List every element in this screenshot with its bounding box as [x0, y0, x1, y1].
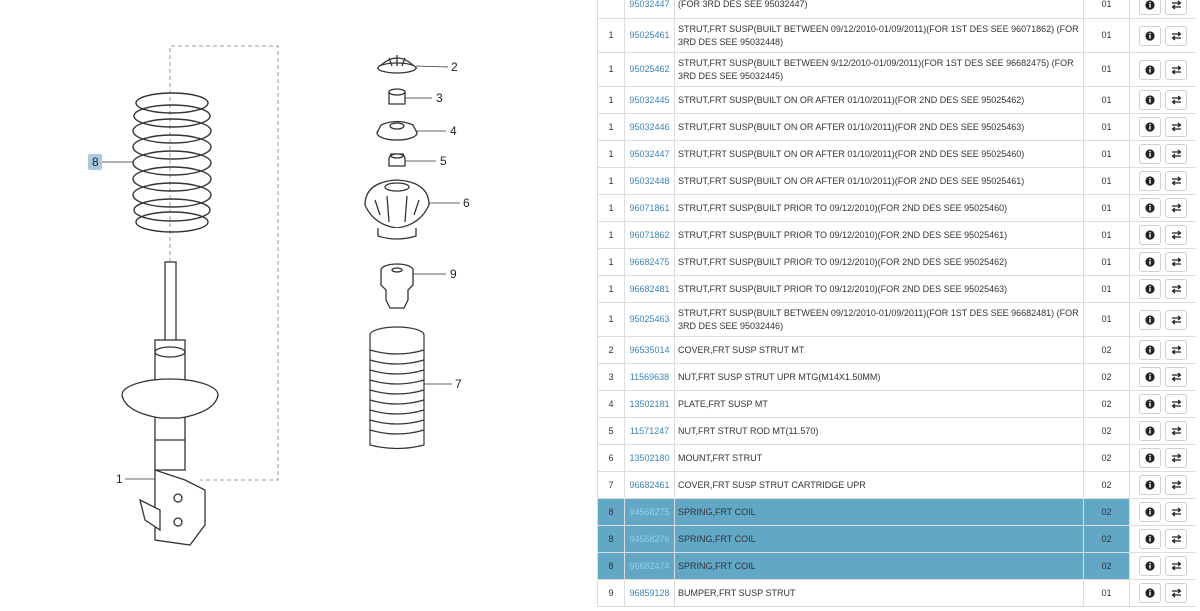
- info-icon: [1140, 257, 1160, 267]
- swap-arrows-icon: [1166, 372, 1186, 382]
- row-actions: [1130, 0, 1197, 19]
- info-icon: [1140, 230, 1160, 240]
- quantity: 01: [1084, 249, 1130, 276]
- part-description: SPRING,FRT COIL: [675, 553, 1084, 580]
- quantity: 01: [1084, 276, 1130, 303]
- swap-arrows-icon: [1166, 480, 1186, 490]
- part-row[interactable]: [598, 364, 1197, 391]
- info-icon: [1140, 284, 1160, 294]
- info-icon: [1140, 561, 1160, 571]
- part-description: STRUT,FRT SUSP(BUILT ON OR AFTER 01/10/2011)(FOR 2ND DES SEE 95025462): [675, 87, 1084, 114]
- swap-button[interactable]: [1165, 475, 1187, 495]
- part-description: STRUT,FRT SUSP(BUILT PRIOR TO 09/12/2010)(FOR 2ND DES SEE 95025463): [675, 276, 1084, 303]
- quantity: 01: [1084, 141, 1130, 168]
- part-number-cell: [625, 364, 675, 391]
- part-description: PLATE,FRT SUSP MT: [675, 391, 1084, 418]
- quantity: 02: [1084, 553, 1130, 580]
- part-row[interactable]: [598, 499, 1197, 526]
- part-number-cell: [625, 418, 675, 445]
- part-row[interactable]: [598, 19, 1197, 53]
- part-row[interactable]: [598, 553, 1197, 580]
- part-number-link[interactable]: 13502181: [629, 398, 670, 409]
- quantity: 01: [1084, 222, 1130, 249]
- row-actions: [1130, 499, 1197, 526]
- info-icon: [1140, 399, 1160, 409]
- info-icon: [1140, 176, 1160, 186]
- part-row[interactable]: [598, 526, 1197, 553]
- info-icon: [1140, 95, 1160, 105]
- row-actions: [1130, 276, 1197, 303]
- rod-nut-drawing: [389, 154, 405, 166]
- ref-number: 1: [598, 276, 625, 303]
- callout-9: 9: [450, 267, 457, 281]
- callout-4: 4: [450, 124, 457, 138]
- part-number-link[interactable]: 94568275: [629, 506, 670, 517]
- ref-number: 3: [598, 364, 625, 391]
- swap-arrows-icon: [1166, 257, 1186, 267]
- info-button[interactable]: [1139, 448, 1161, 468]
- callout-8: 8: [92, 155, 99, 169]
- swap-arrows-icon: [1166, 507, 1186, 517]
- swap-button[interactable]: [1165, 583, 1187, 603]
- quantity: 02: [1084, 526, 1130, 553]
- part-description: COVER,FRT SUSP STRUT CARTRIDGE UPR: [675, 472, 1084, 499]
- swap-arrows-icon: [1166, 399, 1186, 409]
- info-button[interactable]: [1139, 421, 1161, 441]
- ref-number: 4: [598, 391, 625, 418]
- part-number-cell: [625, 276, 675, 303]
- info-button[interactable]: [1139, 475, 1161, 495]
- part-number-link[interactable]: 94568276: [629, 533, 670, 544]
- swap-arrows-icon: [1166, 345, 1186, 355]
- part-description: SPRING,FRT COIL: [675, 499, 1084, 526]
- part-description: NUT,FRT STRUT ROD MT(11.570): [675, 418, 1084, 445]
- ref-number: 1: [598, 114, 625, 141]
- part-row[interactable]: [598, 168, 1197, 195]
- part-number-link[interactable]: 96682481: [629, 283, 670, 294]
- info-button[interactable]: [1139, 367, 1161, 387]
- bumper-drawing: [381, 264, 413, 308]
- row-actions: [1130, 249, 1197, 276]
- info-button[interactable]: [1139, 279, 1161, 299]
- part-number-cell: [625, 526, 675, 553]
- swap-arrows-icon: [1166, 561, 1186, 571]
- part-description: STRUT,FRT SUSP(BUILT PRIOR TO 09/12/2010)(FOR 2ND DES SEE 95025462): [675, 249, 1084, 276]
- part-number-cell: [625, 0, 675, 19]
- ref-number: 1: [598, 53, 625, 87]
- coil-spring-drawing: [133, 93, 211, 232]
- part-number-link[interactable]: 13502180: [629, 452, 670, 463]
- quantity: 01: [1084, 303, 1130, 337]
- part-number-link[interactable]: 96682475: [629, 256, 670, 267]
- swap-arrows-icon: [1166, 534, 1186, 544]
- swap-button[interactable]: [1165, 340, 1187, 360]
- part-number-link[interactable]: 11569638: [629, 371, 670, 382]
- swap-button[interactable]: [1165, 367, 1187, 387]
- part-description: MOUNT,FRT STRUT: [675, 445, 1084, 472]
- swap-button[interactable]: [1165, 90, 1187, 110]
- callout-3: 3: [436, 91, 443, 105]
- swap-button[interactable]: [1165, 60, 1187, 80]
- parts-table: [597, 0, 1196, 607]
- swap-arrows-icon: [1166, 426, 1186, 436]
- part-number-cell: [625, 195, 675, 222]
- quantity: 02: [1084, 418, 1130, 445]
- info-button[interactable]: [1139, 0, 1161, 15]
- exploded-parts-diagram: [0, 0, 560, 611]
- part-description: STRUT,FRT SUSP(BUILT PRIOR TO 09/12/2010)(FOR 2ND DES SEE 95025460): [675, 195, 1084, 222]
- swap-button[interactable]: [1165, 225, 1187, 245]
- info-button[interactable]: [1139, 26, 1161, 46]
- info-button[interactable]: [1139, 340, 1161, 360]
- ref-number: 1: [598, 168, 625, 195]
- part-number-cell: [625, 472, 675, 499]
- row-actions: [1130, 303, 1197, 337]
- callout-1: 1: [116, 472, 123, 486]
- part-number-cell: [625, 553, 675, 580]
- row-actions: [1130, 472, 1197, 499]
- part-row[interactable]: [598, 418, 1197, 445]
- part-row[interactable]: [598, 276, 1197, 303]
- swap-button[interactable]: [1165, 0, 1187, 15]
- part-number-cell: [625, 303, 675, 337]
- quantity: 02: [1084, 364, 1130, 391]
- info-button[interactable]: [1139, 90, 1161, 110]
- info-button[interactable]: [1139, 117, 1161, 137]
- part-row[interactable]: [598, 472, 1197, 499]
- part-row[interactable]: [598, 141, 1197, 168]
- swap-button[interactable]: [1165, 144, 1187, 164]
- info-icon: [1140, 588, 1160, 598]
- swap-arrows-icon: [1166, 453, 1186, 463]
- swap-arrows-icon: [1166, 149, 1186, 159]
- row-actions: [1130, 580, 1197, 607]
- swap-arrows-icon: [1166, 588, 1186, 598]
- info-button[interactable]: [1139, 529, 1161, 549]
- part-number-link[interactable]: 96071861: [629, 202, 670, 213]
- info-icon: [1140, 65, 1160, 75]
- swap-button[interactable]: [1165, 198, 1187, 218]
- part-description: BUMPER,FRT SUSP STRUT: [675, 580, 1084, 607]
- ref-number: 2: [598, 337, 625, 364]
- part-number-link[interactable]: 96071862: [629, 229, 670, 240]
- part-number-link[interactable]: 95025461: [629, 30, 670, 40]
- part-number-cell: [625, 114, 675, 141]
- part-description: (FOR 3RD DES SEE 95032447): [675, 0, 1084, 19]
- info-button[interactable]: [1139, 198, 1161, 218]
- part-number-link[interactable]: 96682461: [629, 479, 670, 490]
- part-number-cell: [625, 580, 675, 607]
- swap-button[interactable]: [1165, 502, 1187, 522]
- row-actions: [1130, 87, 1197, 114]
- strut-drawing: [122, 262, 218, 545]
- part-description: STRUT,FRT SUSP(BUILT ON OR AFTER 01/10/2011)(FOR 2ND DES SEE 95025460): [675, 141, 1084, 168]
- quantity: 01: [1084, 195, 1130, 222]
- ref-number: 1: [598, 249, 625, 276]
- quantity: 02: [1084, 337, 1130, 364]
- part-number-cell: [625, 445, 675, 472]
- swap-arrows-icon: [1166, 230, 1186, 240]
- part-number-cell: [625, 499, 675, 526]
- row-actions: [1130, 222, 1197, 249]
- part-number-link[interactable]: 95025463: [629, 314, 670, 324]
- row-actions: [1130, 195, 1197, 222]
- callout-7: 7: [455, 377, 462, 391]
- info-icon: [1140, 31, 1160, 41]
- part-row[interactable]: [598, 445, 1197, 472]
- info-icon: [1140, 426, 1160, 436]
- part-number-cell: [625, 168, 675, 195]
- upper-nut-drawing: [389, 89, 405, 104]
- ref-number: 5: [598, 418, 625, 445]
- part-description: STRUT,FRT SUSP(BUILT PRIOR TO 09/12/2010)(FOR 2ND DES SEE 95025461): [675, 222, 1084, 249]
- part-row[interactable]: [598, 580, 1197, 607]
- info-icon: [1140, 534, 1160, 544]
- quantity: 02: [1084, 445, 1130, 472]
- part-number-cell: [625, 87, 675, 114]
- part-number-link[interactable]: 95025462: [629, 64, 670, 74]
- part-number-link[interactable]: 95032448: [629, 175, 670, 186]
- ref-number: 1: [598, 195, 625, 222]
- info-icon: [1140, 122, 1160, 132]
- info-button[interactable]: [1139, 144, 1161, 164]
- quantity: 01: [1084, 87, 1130, 114]
- swap-button[interactable]: [1165, 310, 1187, 330]
- part-row[interactable]: [598, 222, 1197, 249]
- part-number-link[interactable]: 95032447: [629, 0, 670, 9]
- part-number-link[interactable]: 96682474: [629, 560, 670, 571]
- info-icon: [1140, 345, 1160, 355]
- info-button[interactable]: [1139, 60, 1161, 80]
- info-button[interactable]: [1139, 225, 1161, 245]
- part-row[interactable]: [598, 303, 1197, 337]
- row-actions: [1130, 418, 1197, 445]
- info-button[interactable]: [1139, 583, 1161, 603]
- part-number-link[interactable]: 11571247: [629, 425, 670, 436]
- row-actions: [1130, 364, 1197, 391]
- info-icon: [1140, 0, 1160, 10]
- swap-arrows-icon: [1166, 315, 1186, 325]
- ref-number: 1: [598, 141, 625, 168]
- row-actions: [1130, 168, 1197, 195]
- swap-arrows-icon: [1166, 203, 1186, 213]
- swap-arrows-icon: [1166, 95, 1186, 105]
- swap-button[interactable]: [1165, 556, 1187, 576]
- swap-button[interactable]: [1165, 529, 1187, 549]
- part-number-cell: [625, 391, 675, 418]
- part-description: STRUT,FRT SUSP(BUILT BETWEEN 09/12/2010-01/09/2011)(FOR 1ST DES SEE 96071862) (FOR 3RD DES SEE 95032448): [675, 19, 1084, 53]
- part-description: STRUT,FRT SUSP(BUILT ON OR AFTER 01/10/2011)(FOR 2ND DES SEE 95025463): [675, 114, 1084, 141]
- strut-mount-drawing: [365, 180, 429, 239]
- strut-mount-cover-drawing: [378, 55, 416, 73]
- info-button[interactable]: [1139, 556, 1161, 576]
- swap-arrows-icon: [1166, 122, 1186, 132]
- part-number-cell: [625, 19, 675, 53]
- dust-boot-drawing: [370, 327, 424, 449]
- swap-button[interactable]: [1165, 171, 1187, 191]
- info-button[interactable]: [1139, 394, 1161, 414]
- row-actions: [1130, 114, 1197, 141]
- swap-arrows-icon: [1166, 0, 1186, 10]
- info-icon: [1140, 480, 1160, 490]
- row-actions: [1130, 391, 1197, 418]
- info-icon: [1140, 507, 1160, 517]
- part-row[interactable]: [598, 391, 1197, 418]
- info-button[interactable]: [1139, 502, 1161, 522]
- info-icon: [1140, 149, 1160, 159]
- swap-button[interactable]: [1165, 117, 1187, 137]
- part-number-cell: [625, 141, 675, 168]
- swap-button[interactable]: [1165, 394, 1187, 414]
- quantity: 01: [1084, 0, 1130, 19]
- part-row[interactable]: [598, 195, 1197, 222]
- quantity: 01: [1084, 114, 1130, 141]
- ref-number: 1: [598, 303, 625, 337]
- part-number-link[interactable]: 95032447: [629, 148, 670, 159]
- quantity: 02: [1084, 499, 1130, 526]
- part-number-link[interactable]: 95032446: [629, 121, 670, 132]
- quantity: 01: [1084, 19, 1130, 53]
- part-row[interactable]: [598, 87, 1197, 114]
- part-description: NUT,FRT SUSP STRUT UPR MTG(M14X1.50MM): [675, 364, 1084, 391]
- swap-button[interactable]: [1165, 252, 1187, 272]
- part-number-cell: [625, 53, 675, 87]
- swap-button[interactable]: [1165, 448, 1187, 468]
- part-row[interactable]: [598, 0, 1197, 19]
- part-number-cell: [625, 249, 675, 276]
- quantity: 01: [1084, 53, 1130, 87]
- part-number-link[interactable]: 95032445: [629, 94, 670, 105]
- mount-plate-drawing: [377, 122, 417, 141]
- quantity: 01: [1084, 580, 1130, 607]
- ref-number: 1: [598, 222, 625, 249]
- part-description: STRUT,FRT SUSP(BUILT ON OR AFTER 01/10/2011)(FOR 2ND DES SEE 95025461): [675, 168, 1084, 195]
- ref-number: 1: [598, 19, 625, 53]
- swap-arrows-icon: [1166, 176, 1186, 186]
- quantity: 01: [1084, 168, 1130, 195]
- ref-number: 8: [598, 499, 625, 526]
- callout-2: 2: [451, 60, 458, 74]
- ref-number: 1: [598, 87, 625, 114]
- info-icon: [1140, 203, 1160, 213]
- info-icon: [1140, 315, 1160, 325]
- ref-number: 6: [598, 445, 625, 472]
- row-actions: [1130, 53, 1197, 87]
- ref-number: 8: [598, 553, 625, 580]
- part-description: STRUT,FRT SUSP(BUILT BETWEEN 09/12/2010-01/09/2011)(FOR 1ST DES SEE 96682481) (FOR 3RD DES SEE 95032446): [675, 303, 1084, 337]
- part-number-cell: [625, 337, 675, 364]
- swap-button[interactable]: [1165, 279, 1187, 299]
- part-row[interactable]: [598, 337, 1197, 364]
- row-actions: [1130, 445, 1197, 472]
- ref-number: 9: [598, 580, 625, 607]
- ref-number: 7: [598, 472, 625, 499]
- ref-number: [598, 0, 625, 19]
- info-icon: [1140, 372, 1160, 382]
- row-actions: [1130, 337, 1197, 364]
- part-row[interactable]: [598, 249, 1197, 276]
- quantity: 02: [1084, 472, 1130, 499]
- callout-6: 6: [463, 196, 470, 210]
- part-number-cell: [625, 222, 675, 249]
- part-description: SPRING,FRT COIL: [675, 526, 1084, 553]
- info-button[interactable]: [1139, 171, 1161, 191]
- row-actions: [1130, 19, 1197, 53]
- part-row[interactable]: [598, 114, 1197, 141]
- part-row[interactable]: [598, 53, 1197, 87]
- row-actions: [1130, 141, 1197, 168]
- row-actions: [1130, 553, 1197, 580]
- info-button[interactable]: [1139, 252, 1161, 272]
- part-number-link[interactable]: 96859128: [629, 587, 670, 598]
- swap-button[interactable]: [1165, 26, 1187, 46]
- parts-list-panel: [597, 0, 1196, 611]
- info-icon: [1140, 453, 1160, 463]
- info-button[interactable]: [1139, 310, 1161, 330]
- swap-arrows-icon: [1166, 31, 1186, 41]
- swap-arrows-icon: [1166, 284, 1186, 294]
- quantity: 02: [1084, 391, 1130, 418]
- swap-arrows-icon: [1166, 65, 1186, 75]
- part-description: COVER,FRT SUSP STRUT MT: [675, 337, 1084, 364]
- part-number-link[interactable]: 96535014: [629, 344, 670, 355]
- swap-button[interactable]: [1165, 421, 1187, 441]
- part-description: STRUT,FRT SUSP(BUILT BETWEEN 9/12/2010-01/09/2011)(FOR 1ST DES SEE 96682475) (FOR 3RD DES SEE 95032445): [675, 53, 1084, 87]
- row-actions: [1130, 526, 1197, 553]
- callout-5: 5: [440, 154, 447, 168]
- ref-number: 8: [598, 526, 625, 553]
